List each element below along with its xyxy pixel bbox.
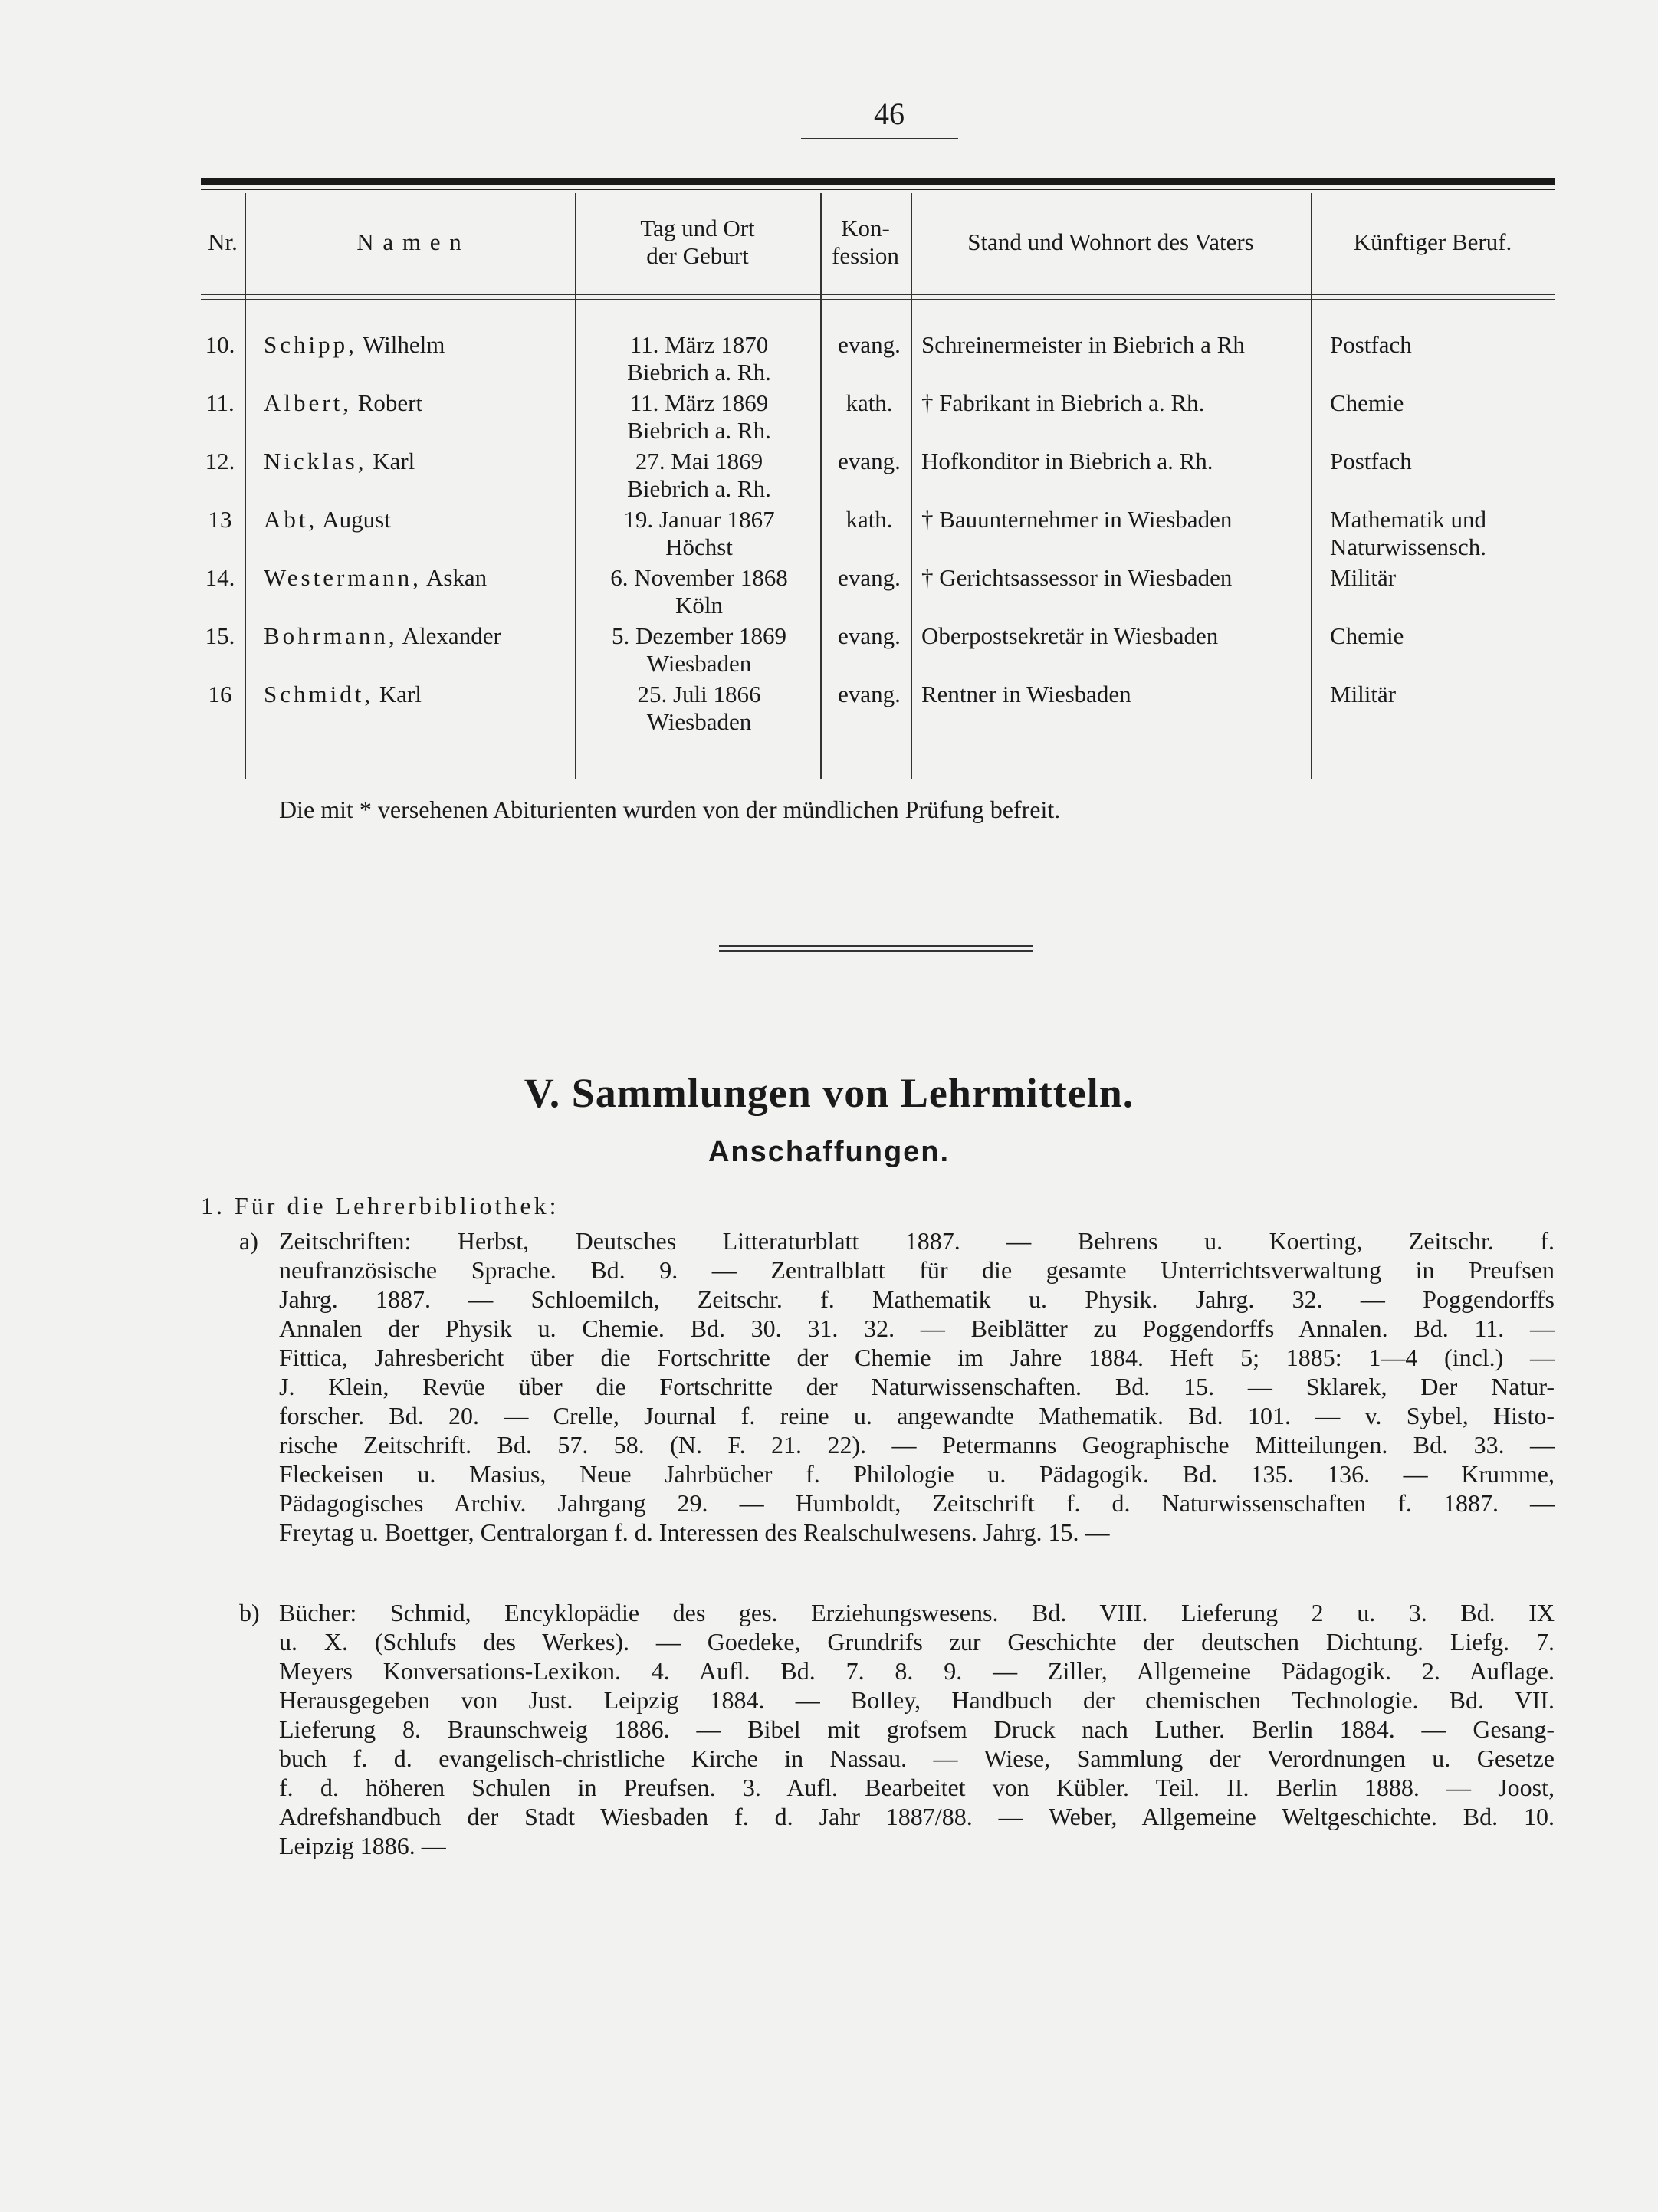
table-row — [201, 448, 1555, 506]
paragraph-b-text — [279, 1598, 1555, 1860]
text-line: Freytag u. Boettger, Centralorgan f. d. Interessen des Realschulwesens. Jahrg. 15. — — [279, 1518, 1110, 1546]
cell-birth — [576, 681, 822, 736]
text-line: Lieferung 8. Braunschweig 1886. — Bibel mit grofsem Druck nach Luther. Berlin 1884. — Gesang- — [279, 1715, 1555, 1743]
text-line: Annalen der Physik u. Chemie. Bd. 30. 31. 32. — Beiblätter zu Poggendorffs Annalen. Bd. 11. — — [279, 1314, 1555, 1342]
cell-birth — [576, 389, 822, 445]
cell-beruf — [1330, 506, 1560, 561]
cell-surname: Albert, — [264, 389, 352, 416]
cell-beruf-line1: Mathematik und — [1330, 506, 1487, 533]
cell-surname: Westermann, — [264, 564, 422, 591]
cell-beruf — [1330, 564, 1560, 592]
header-bottom-rule-2 — [201, 299, 1555, 300]
cell-stand: † Bauunternehmer in Wiesbaden — [921, 506, 1233, 533]
text-line: Zeitschriften: Herbst, Deutsches Litteraturblatt 1887. — Behrens u. Koerting, Zeitschr. f. — [279, 1227, 1555, 1255]
cell-birth-place: Biebrich a. Rh. — [627, 475, 771, 502]
cell-birth-date: 19. Januar 1867 — [623, 506, 775, 533]
paragraph-a — [239, 1226, 1555, 1564]
table-row — [201, 564, 1555, 622]
cell-given-name: Wilhelm — [363, 331, 445, 358]
header-birth — [575, 215, 820, 270]
cell-birth-date: 11. März 1870 — [629, 331, 769, 358]
text-line: Bücher: Schmid, Encyklopädie des ges. Erziehungswesens. Bd. VIII. Lieferung 2 u. 3. Bd. IX — [279, 1599, 1555, 1626]
header-beruf: Künftiger Beruf. — [1353, 228, 1512, 255]
cell-nr: 14. — [205, 564, 235, 591]
cell-nr: 10. — [205, 331, 235, 358]
cell-stand: † Gerichtsassessor in Wiesbaden — [921, 564, 1233, 591]
page-number-rule — [801, 138, 958, 139]
cell-konfession: evang. — [838, 331, 901, 358]
cell-given-name: Karl — [373, 448, 415, 474]
cell-nr: 16 — [208, 681, 232, 707]
cell-birth-date: 27. Mai 1869 — [635, 448, 763, 474]
cell-beruf-line1: Postfach — [1330, 331, 1412, 358]
header-konfession — [820, 215, 911, 270]
cell-birth-place: Biebrich a. Rh. — [627, 417, 771, 444]
header-konf-line1: Kon- — [841, 215, 890, 241]
cell-stand: Schreinermeister in Biebrich a Rh — [921, 331, 1245, 358]
table-top-thick-rule — [201, 178, 1555, 185]
text-line: Pädagogisches Archiv. Jahrgang 29. — Humboldt, Zeitschrift f. d. Naturwissenschaften f. 1887. — — [279, 1489, 1555, 1517]
cell-surname: Schipp, — [264, 331, 357, 358]
cell-birth-place: Wiesbaden — [646, 650, 752, 677]
cell-birth — [576, 506, 822, 561]
table-top-thin-rule — [201, 189, 1555, 190]
cell-beruf-line1: Militär — [1330, 681, 1397, 707]
cell-beruf-line1: Postfach — [1330, 448, 1412, 474]
cell-surname: Bohrmann, — [264, 622, 398, 649]
cell-konfession: kath. — [845, 506, 893, 533]
cell-surname: Schmidt, — [264, 681, 374, 707]
cell-birth-date: 6. November 1868 — [610, 564, 788, 591]
cell-stand: Hofkonditor in Biebrich a. Rh. — [921, 448, 1213, 474]
cell-nr: 12. — [205, 448, 235, 474]
cell-konfession: evang. — [838, 622, 901, 649]
cell-konfession: evang. — [838, 564, 901, 591]
cell-konfession: evang. — [838, 681, 901, 707]
cell-beruf-line1: Militär — [1330, 564, 1397, 591]
cell-beruf-line2: Naturwissensch. — [1330, 533, 1487, 560]
text-line: Leipzig 1886. — — [279, 1832, 446, 1859]
cell-given-name: Robert — [357, 389, 423, 416]
cell-stand: Oberpostsekretär in Wiesbaden — [921, 622, 1219, 649]
header-nr: Nr. — [208, 228, 238, 255]
text-line: f. d. höheren Schulen in Preufsen. 3. Aufl. Bearbeitet von Kübler. Teil. II. Berlin 1888. — Joost, — [279, 1774, 1555, 1801]
paragraph-a-label: a) — [239, 1227, 258, 1255]
section-title: V. Sammlungen von Lehrmitteln. — [524, 1070, 1134, 1116]
text-line: Fleckeisen u. Masius, Neue Jahrbücher f. Philologie u. Pädagogik. Bd. 135. 136. — Krumme, — [279, 1460, 1555, 1488]
cell-birth — [576, 331, 822, 386]
abiturienten-table — [201, 178, 1555, 779]
section-subtitle: Anschaffungen. — [708, 1136, 950, 1168]
table-row — [201, 681, 1555, 739]
cell-beruf-line1: Chemie — [1330, 622, 1404, 649]
cell-name — [264, 564, 586, 592]
cell-birth-place: Köln — [675, 592, 723, 619]
cell-given-name: Askan — [425, 564, 488, 591]
header-bottom-rule — [201, 294, 1555, 295]
text-line: Jahrg. 1887. — Schloemilch, Zeitschr. f. Mathematik u. Physik. Jahrg. 32. — Poggendorffs — [279, 1285, 1555, 1313]
text-line: forscher. Bd. 20. — Crelle, Journal f. reine u. angewandte Mathematik. Bd. 101. — v. Sybel, Histo- — [279, 1402, 1555, 1429]
table-row — [201, 506, 1555, 564]
header-name: N a m e n — [356, 228, 463, 255]
cell-given-name: Alexander — [402, 622, 501, 649]
cell-konfession: kath. — [845, 389, 893, 416]
list-heading: 1. Für die Lehrerbibliothek: — [201, 1192, 560, 1219]
paragraph-a-text — [279, 1226, 1555, 1547]
table-row — [201, 331, 1555, 389]
header-birth-line1: Tag und Ort — [640, 215, 755, 241]
cell-beruf-line1: Chemie — [1330, 389, 1404, 416]
cell-name — [264, 681, 586, 708]
cell-birth-date: 11. März 1869 — [629, 389, 769, 416]
text-line: Adrefshandbuch der Stadt Wiesbaden f. d. Jahr 1887/88. — Weber, Allgemeine Weltgeschichte. Bd. 10. — [279, 1803, 1555, 1830]
cell-birth-place: Höchst — [665, 533, 733, 560]
page-number: 46 — [874, 97, 905, 131]
cell-beruf — [1330, 448, 1560, 475]
cell-beruf — [1330, 622, 1560, 650]
cell-beruf — [1330, 681, 1560, 708]
text-line: J. Klein, Revüe über die Fortschritte der Naturwissenschaften. Bd. 15. — Sklarek, Der Natur- — [279, 1373, 1555, 1400]
paragraph-b-label: b) — [239, 1599, 260, 1626]
cell-birth-place: Wiesbaden — [646, 708, 752, 735]
cell-name — [264, 622, 586, 650]
cell-birth-date: 25. Juli 1866 — [637, 681, 761, 707]
text-line: Fittica, Jahresbericht über die Fortschritte der Chemie im Jahre 1884. Heft 5; 1885: 1—4 (incl.) — — [279, 1344, 1555, 1371]
cell-name — [264, 331, 586, 359]
cell-stand: Rentner in Wiesbaden — [921, 681, 1131, 707]
text-line: Herausgegeben von Just. Leipzig 1884. — Bolley, Handbuch der chemischen Technologie. Bd. VII. — [279, 1686, 1555, 1714]
header-birth-line2: der Geburt — [646, 242, 749, 269]
cell-nr: 13 — [208, 506, 232, 533]
cell-beruf — [1330, 331, 1560, 359]
header-konf-line2: fession — [832, 242, 899, 269]
header-stand: Stand und Wohnort des Vaters — [967, 228, 1254, 255]
cell-stand: † Fabrikant in Biebrich a. Rh. — [921, 389, 1205, 416]
table-footnote: Die mit * versehenen Abiturienten wurden von der mündlichen Prüfung befreit. — [279, 796, 1061, 823]
cell-surname: Nicklas, — [264, 448, 367, 474]
cell-name — [264, 448, 586, 475]
cell-birth — [576, 448, 822, 503]
section-divider-2 — [719, 950, 1033, 952]
text-line: buch f. d. evangelisch-christliche Kirche in Nassau. — Wiese, Sammlung der Verordnungen u. Gesetze — [279, 1744, 1555, 1772]
cell-birth-place: Biebrich a. Rh. — [627, 359, 771, 386]
cell-name — [264, 389, 586, 417]
cell-given-name: Karl — [379, 681, 422, 707]
cell-birth — [576, 622, 822, 678]
cell-birth-date: 5. Dezember 1869 — [611, 622, 787, 649]
paragraph-b — [239, 1598, 1555, 1874]
table-row — [201, 622, 1555, 681]
text-line: neufranzösische Sprache. Bd. 9. — Zentralblatt für die gesamte Unterrichtsverwaltung in Preufsen — [279, 1256, 1555, 1284]
cell-name — [264, 506, 586, 533]
text-line: u. X. (Schlufs des Werkes). — Goedeke, Grundrifs zur Geschichte der deutschen Dichtung. Liefg. 7. — [279, 1628, 1555, 1656]
cell-nr: 15. — [205, 622, 235, 649]
cell-konfession: evang. — [838, 448, 901, 474]
cell-beruf — [1330, 389, 1560, 417]
section-divider — [719, 945, 1033, 947]
cell-birth — [576, 564, 822, 619]
cell-surname: Abt, — [264, 506, 318, 533]
table-row — [201, 389, 1555, 448]
cell-nr: 11. — [205, 389, 235, 416]
text-line: Meyers Konversations-Lexikon. 4. Aufl. Bd. 7. 8. 9. — Ziller, Allgemeine Pädagogik. 2. Auflage. — [279, 1657, 1555, 1685]
text-line: rische Zeitschrift. Bd. 57. 58. (N. F. 21. 22). — Petermanns Geographische Mitteilungen. Bd. 33. — — [279, 1431, 1555, 1459]
cell-given-name: August — [322, 506, 391, 533]
